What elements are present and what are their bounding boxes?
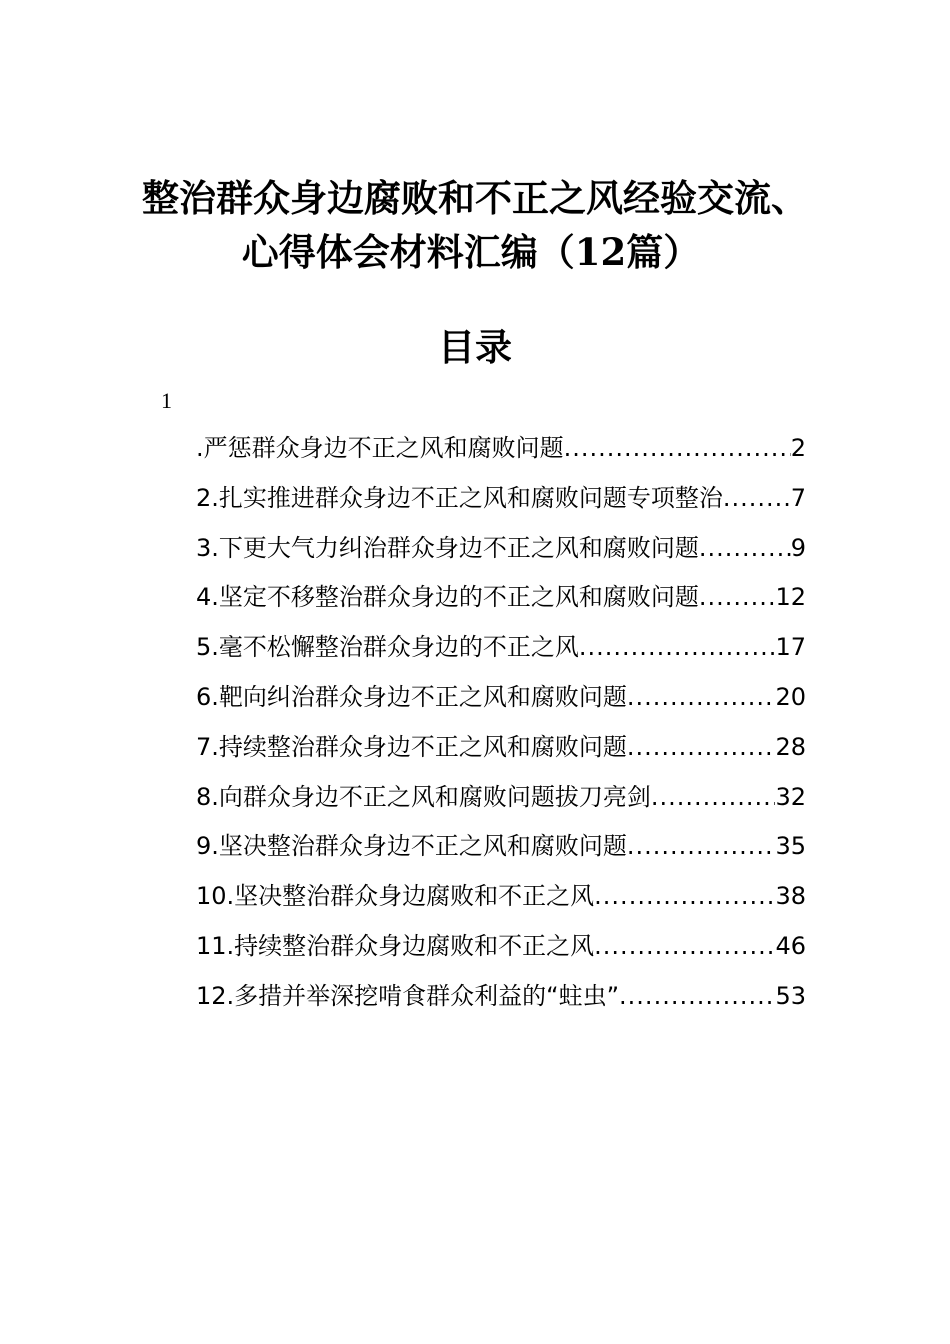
toc-entry-label: 3.下更大气力纠治群众身边不正之风和腐败问题 [196, 533, 699, 562]
toc-entry-8[interactable] [196, 773, 806, 823]
toc-entry-label: 7.持续整治群众身边不正之风和腐败问题 [196, 732, 627, 761]
toc-entry-11[interactable] [196, 922, 806, 972]
toc-entry-page: 28 [775, 732, 806, 761]
toc-entry-7[interactable] [196, 723, 806, 773]
toc-entry-label: 8.向群众身边不正之风和腐败问题拔刀亮剑 [196, 782, 651, 811]
toc-dot-leader [627, 822, 776, 872]
toc-entry-label: 6.靶向纠治群众身边不正之风和腐败问题 [196, 682, 627, 711]
toc-entry-page: 38 [775, 882, 806, 911]
toc-dot-leader [723, 474, 791, 524]
toc-entry-3[interactable] [196, 524, 806, 574]
toc-entry-5[interactable] [196, 623, 806, 673]
toc-entry-1[interactable] [196, 424, 806, 474]
document-title [0, 171, 950, 279]
toc-entry-page: 32 [775, 782, 806, 811]
toc-entry-label: 10.坚决整治群众身边腐败和不正之风 [196, 882, 595, 911]
toc-entry-12[interactable] [196, 972, 806, 1022]
toc-dot-leader [627, 723, 776, 773]
toc-dot-leader [594, 872, 775, 922]
toc-entry-2[interactable] [196, 474, 806, 524]
toc-dot-leader [699, 524, 791, 574]
toc-entry-page: 7 [790, 483, 806, 512]
toc-dot-leader [651, 773, 776, 823]
toc-dot-leader [627, 673, 776, 723]
toc-entry-page: 35 [775, 832, 806, 861]
toc-entry-10[interactable] [196, 872, 806, 922]
toc-list-marker: 1 [161, 388, 172, 413]
toc-entry-label: 4.坚定不移整治群众身边的不正之风和腐败问题 [196, 583, 699, 612]
toc-dot-leader [579, 623, 776, 673]
toc-entry-9[interactable] [196, 822, 806, 872]
toc-entry-label: 11.持续整治群众身边腐败和不正之风 [196, 931, 595, 960]
toc-entry-label: 2.扎实推进群众身边不正之风和腐败问题专项整治 [196, 483, 723, 512]
toc-dot-leader [619, 972, 775, 1022]
toc-entry-4[interactable] [196, 573, 806, 623]
toc-entry-6[interactable] [196, 673, 806, 723]
document-title-line-1: 整治群众身边腐败和不正之风经验交流、 [142, 176, 808, 220]
toc-entry-page: 46 [775, 931, 806, 960]
toc-entry-page: 12 [775, 583, 806, 612]
toc-entry-page: 9 [790, 533, 806, 562]
toc-entry-page: 2 [790, 434, 806, 462]
toc-entry-page: 17 [775, 633, 806, 662]
document-title-line-2: 心得体会材料汇编（12篇） [241, 230, 701, 274]
table-of-contents [196, 424, 806, 1022]
toc-dot-leader [594, 922, 775, 972]
toc-entry-page: 53 [775, 981, 806, 1010]
toc-entry-label: 12.多措并举深挖啃食群众利益的“蛀虫” [196, 981, 620, 1010]
toc-dot-leader [564, 424, 791, 474]
toc-entry-page: 20 [775, 682, 806, 711]
toc-heading: 目录 [438, 325, 512, 369]
toc-entry-label: 9.坚决整治群众身边不正之风和腐败问题 [196, 832, 627, 861]
toc-entry-label: 5.毫不松懈整治群众身边的不正之风 [196, 633, 579, 662]
toc-entry-label: .严惩群众身边不正之风和腐败问题 [196, 434, 564, 462]
toc-dot-leader [699, 573, 776, 623]
